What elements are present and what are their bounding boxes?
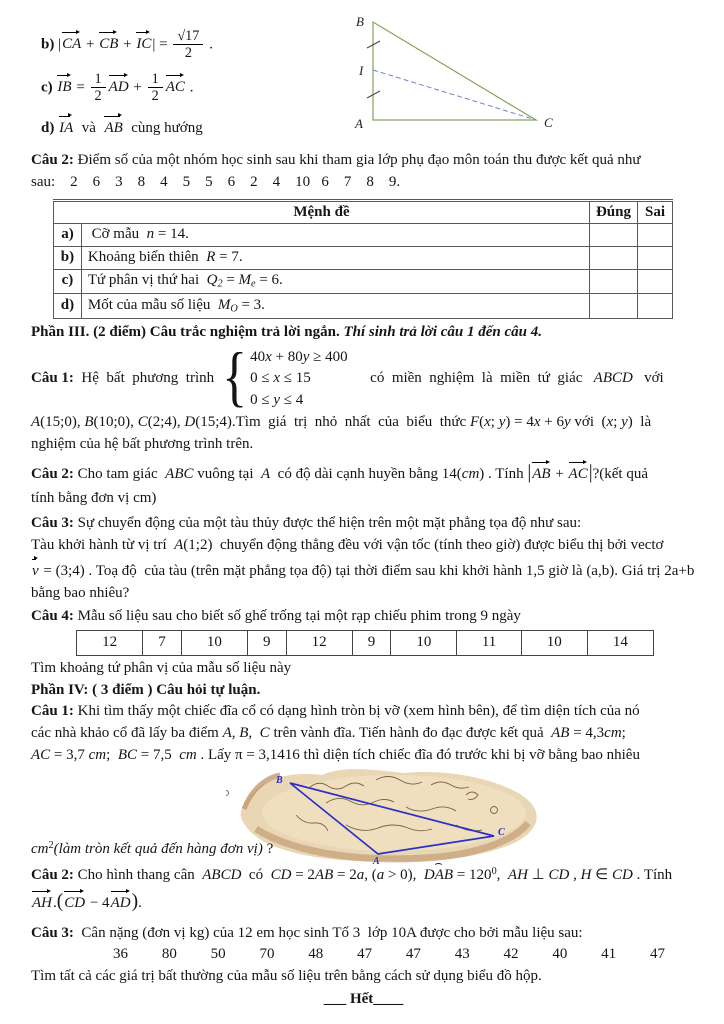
weights-row [113, 944, 665, 966]
weight-value: 43 [454, 946, 470, 963]
broken-dish-figure [226, 765, 556, 865]
system-line-1: 40x + 80y ≥ 400 [250, 348, 348, 365]
part4-cau3-line1: Câu 3: Cân nặng (đơn vị kg) của 12 em học sinh Tổ 3 lớp 10A được cho bởi mẫu liệu sau: [31, 924, 583, 941]
menhde-row-c-false-cell [638, 269, 673, 293]
menhde-row-b [54, 247, 673, 270]
part3-cau1-line3: nghiệm của hệ bất phương trình trên. [31, 435, 254, 452]
median-line-ic [373, 70, 536, 120]
seats-cell: 7 [143, 631, 182, 656]
question1-top-section [31, 14, 696, 148]
system-line-2: 0 ≤ x ≤ 15 [250, 370, 311, 387]
seats-cell: 11 [457, 631, 521, 656]
menhde-header-false: Sai [638, 200, 673, 224]
weight-value: 36 [113, 946, 128, 963]
menhde-row-c-true-cell [589, 269, 637, 293]
menhde-row-a-false-cell [638, 224, 673, 247]
weight-value: 40 [552, 946, 568, 963]
part3-cau1-suffix: có miền nghiệm là miền tứ giác ABCD với [347, 369, 664, 386]
part4-cau1-line1: Câu 1: Khi tìm thấy một chiếc đĩa cổ có dạng hình tròn bị vỡ (xem hình bên), để tìm diện tích của nó [31, 703, 640, 720]
seats-cell: 12 [77, 631, 143, 656]
part3-cau3-line3: v = (3;4) . Toạ độ của tàu (trên mặt phẳng tọa độ) tại thời điểm sau khi khởi hành 1,5 giờ là (a,b). Giá trị 2a+b [31, 557, 696, 583]
seats-cell: 10 [181, 631, 247, 656]
weight-value: 48 [308, 946, 324, 963]
menhde-row-d-label: d) [54, 293, 82, 318]
seats-cell: 10 [521, 631, 587, 656]
part4-heading: Phần IV: ( 3 điểm ) Câu hỏi tự luận. [31, 681, 261, 698]
weight-value: 47 [649, 946, 665, 963]
part1-cau2-line2: sau: 2 6 3 8 4 5 5 6 2 4 10 6 7 8 9. [31, 173, 401, 190]
part3-cau1-line2: A(15;0), B(10;0), C(2;4), D(15;4).Tìm giá trị nhỏ nhất của biểu thức F(x; y) = 4x + 6y với (x; y) là [31, 413, 652, 430]
item-c: c) IB = $\frac{1}{2}$ AD + $\frac{1}{2}$ AC . [41, 70, 194, 105]
part3-heading: Phần III. (2 điểm) Câu trắc nghiệm trả lời ngắn. Thí sinh trả lời câu 1 đến câu 4. [31, 323, 542, 340]
part1-cau2-line1: Câu 2: Điểm số của một nhóm học sinh sau khi tham gia lớp phụ đạo môn toán thu được kết quả như [31, 152, 641, 168]
part4-cau1-line2: các nhà khảo cổ đã lấy ba điểm A, B, C trên vành đĩa. Tiến hành đo đạc được kết quả AB = 4,3cm; [31, 725, 626, 742]
part4-cau2-line1: Câu 2: Cho hình thang cân ABCD có CD = 2AB = 2a, (a > 0), ⌢ DAB = $120^0$, AH ⊥ CD , H ∈ CD . Tính [31, 865, 696, 887]
triangle-label-i: I [359, 63, 364, 78]
part3-cau3-line4: bằng bao nhiêu? [31, 584, 130, 601]
end-marker: ___ Hết____ [323, 990, 404, 1007]
dish-figure-section [31, 769, 696, 865]
part3-cau3-line2: Tàu khởi hành từ vị trí A(1;2) chuyển động thẳng đều với vận tốc (tính theo giờ) được biểu thị bởi vectơ [31, 537, 664, 554]
seats-cell: 10 [391, 631, 457, 656]
part4-cau1-unit-line: $cm^2(làm$ tròn kết quả đến hàng đơn vị) ? [31, 839, 274, 857]
system-lines [250, 348, 348, 410]
part3-cau4-intro: Câu 4: Mẫu số liệu sau cho biết số ghế trống tại một rạp chiếu phim trong 9 ngày [31, 608, 521, 625]
menhde-row-c-statement: Tứ phân vị thứ hai Q2 = Me = 6. [81, 269, 589, 293]
system-brace: { [222, 340, 248, 414]
menhde-row-a-statement: Cỡ mẫu n = 14. [81, 224, 589, 247]
dish-label-a: A [373, 855, 380, 865]
triangle-label-a: A [355, 116, 363, 131]
triangle-figure [343, 6, 563, 140]
triangle-outline [373, 22, 536, 120]
menhde-row-a [54, 224, 673, 247]
weight-value: 41 [601, 946, 617, 963]
part3-cau4-outro: Tìm khoảng tứ phân vị của mẫu số liệu này [31, 659, 292, 676]
weight-value: 42 [503, 946, 519, 963]
menhde-row-d [54, 293, 673, 318]
menhde-table [53, 199, 673, 319]
menhde-header-row [54, 200, 673, 224]
menhde-header-statement: Mệnh đề [54, 200, 590, 224]
system-line-3: 0 ≤ y ≤ 4 [250, 392, 304, 408]
menhde-row-b-statement: Khoảng biến thiên R = 7. [81, 247, 589, 270]
weight-value: 80 [161, 946, 177, 963]
seats-table [76, 630, 654, 656]
weight-value: 47 [357, 946, 373, 963]
menhde-row-b-false-cell [638, 247, 673, 270]
weight-value: 47 [405, 946, 421, 963]
part4-cau1-line3: AC = 3,7 cm; BC = 7,5 cm . Lấy π = 3,1416 thì diện tích chiếc đĩa đó trước khi bị vỡ bằng bao nhiêu [31, 746, 640, 763]
menhde-header-true: Đúng [589, 200, 637, 224]
part4-cau3-line2: Tìm tất cả các giá trị bất thường của mẫu số liệu trên bằng cách sử dụng biểu đồ hộp. [31, 968, 542, 985]
menhde-row-d-statement: Mốt của mẫu số liệu MO = 3. [81, 293, 589, 318]
part3-cau3-line1: Câu 3: Sự chuyển động của một tàu thủy được thể hiện trên một mặt phẳng tọa độ như sau: [31, 515, 582, 532]
seats-row [77, 631, 654, 656]
part3-cau1-prefix: Câu 1: Hệ bất phương trình [31, 369, 215, 386]
triangle-label-b: B [356, 14, 364, 29]
menhde-row-b-label: b) [54, 247, 82, 270]
menhde-row-c [54, 269, 673, 293]
menhde-row-d-true-cell [589, 293, 637, 318]
menhde-row-c-label: c) [54, 269, 82, 293]
seats-cell: 12 [286, 631, 352, 656]
menhde-row-d-false-cell [638, 293, 673, 318]
seats-cell: 14 [587, 631, 653, 656]
dish-label-c: C [498, 826, 505, 838]
part3-cau2-line1: Câu 2: Cho tam giác ABC vuông tại A có độ dài cạnh huyền bằng 14(cm) . Tính |AB + AC|?(kết quả [31, 459, 696, 487]
weight-value: 50 [210, 946, 226, 963]
menhde-row-b-true-cell [589, 247, 637, 270]
part3-cau2-line2: tính bằng đơn vị cm) [31, 489, 157, 506]
part4-cau2-line2: AH.(CD − 4AD). [31, 888, 696, 916]
triangle-label-c: C [544, 115, 553, 130]
seats-cell: 9 [247, 631, 286, 656]
menhde-row-a-label: a) [54, 224, 82, 247]
dish-label-b: B [276, 774, 283, 786]
part3-cau1-system-row [31, 340, 696, 414]
seats-cell: 9 [352, 631, 391, 656]
menhde-row-a-true-cell [589, 224, 637, 247]
item-d: d) IA và AB cùng hướng [41, 114, 696, 140]
item-b: b) |CA + CB + IC| = $\frac{√17}{2}$ . [41, 28, 213, 62]
weight-value: 70 [259, 946, 275, 963]
